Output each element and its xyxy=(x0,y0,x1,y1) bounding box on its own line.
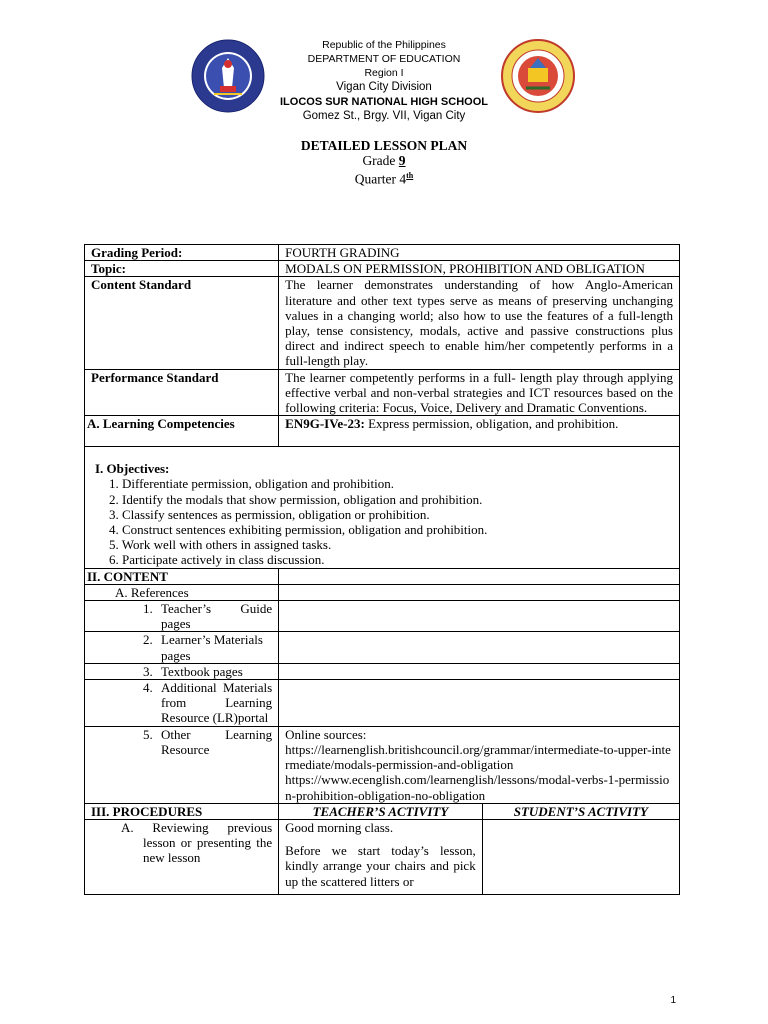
reference-number: 2. xyxy=(143,632,153,648)
performance-standard-value: The learner competently performs in a full- length play through applying effective verbal and non-verbal strategies and ICT resources based on the following criteria: Focus, Voice, Delivery and Dramatic Conventions. xyxy=(279,369,680,416)
reference-text: Teacher’s Guide pages xyxy=(161,601,273,632)
performance-standard-label: Performance Standard xyxy=(85,369,279,416)
empty-cell xyxy=(279,601,680,632)
grading-period-label: Grading Period: xyxy=(85,245,279,261)
table-row xyxy=(85,416,680,447)
student-activity-header: STUDENT’S ACTIVITY xyxy=(482,803,679,819)
header-republic: Republic of the Philippines xyxy=(322,39,446,51)
page-number: 1 xyxy=(670,995,676,1006)
teacher-activity-header: TEACHER’S ACTIVITY xyxy=(279,803,483,819)
empty-cell xyxy=(279,632,680,663)
table-row xyxy=(85,369,680,416)
learning-competencies-label: A. Learning Competencies xyxy=(85,416,279,447)
header-school-name: ILOCOS SUR NATIONAL HIGH SCHOOL xyxy=(280,96,488,108)
procedures-heading: III. PROCEDURES xyxy=(85,803,279,819)
empty-cell xyxy=(279,568,680,584)
grade-label: Grade xyxy=(362,153,399,168)
reference-item xyxy=(85,632,279,663)
reference-text: Learner’s Materials pages xyxy=(161,632,263,663)
reference-number: 5. xyxy=(143,726,153,742)
quarter-sup: th xyxy=(406,171,414,180)
topic-label: Topic: xyxy=(85,261,279,277)
objectives-heading: I. Objectives: xyxy=(95,461,170,477)
table-row xyxy=(85,584,680,600)
header-region: Region I xyxy=(364,67,404,79)
objective-item: 3. Classify sentences as permission, obligation or prohibition. xyxy=(109,506,430,522)
empty-cell xyxy=(279,680,680,727)
online-sources-cell xyxy=(279,726,680,803)
objective-item: 4. Construct sentences exhibiting permission, obligation and prohibition. xyxy=(109,522,488,538)
procedure-step-text: A. Reviewing previous lesson or presenting the new lesson xyxy=(121,819,273,866)
objective-item: 1. Differentiate permission, obligation and prohibition. xyxy=(109,476,394,492)
table-row xyxy=(85,803,680,819)
table-row xyxy=(85,726,680,803)
table-row xyxy=(85,261,680,277)
topic-value: MODALS ON PERMISSION, PROHIBITION AND OBLIGATION xyxy=(279,261,680,277)
competency-code: EN9G-IVe-23: xyxy=(285,416,365,432)
online-sources-label: Online sources: xyxy=(285,726,367,742)
header-address: Gomez St., Brgy. VII, Vigan City xyxy=(302,110,466,122)
learning-competencies-value xyxy=(279,416,680,447)
lesson-plan-table xyxy=(84,244,680,895)
table-row xyxy=(85,601,680,632)
table-row xyxy=(85,277,680,369)
empty-cell xyxy=(279,663,680,679)
empty-cell xyxy=(279,584,680,600)
document-title xyxy=(0,138,768,187)
table-row xyxy=(85,245,680,261)
school-header xyxy=(0,38,768,124)
content-heading: II. CONTENT xyxy=(85,568,279,584)
objective-item: 2. Identify the modals that show permission, obligation and prohibition. xyxy=(109,491,483,507)
table-row xyxy=(85,447,680,568)
table-row xyxy=(85,632,680,663)
reference-item xyxy=(85,601,279,632)
quarter-label: Quarter 4 xyxy=(354,171,407,187)
reference-text: Other Learning Resource xyxy=(161,726,273,757)
objective-item: 6. Participate actively in class discussion. xyxy=(109,552,325,568)
grade-value: 9 xyxy=(398,153,406,168)
procedure-step xyxy=(85,819,279,894)
table-row xyxy=(85,819,680,894)
reference-item xyxy=(85,680,279,727)
online-source-link[interactable]: https://www.ecenglish.com/learnenglish/lessons/modal-verbs-1-permission-prohibition-obligation-no-obligation xyxy=(285,772,670,803)
header-division: Vigan City Division xyxy=(336,81,432,93)
reference-number: 4. xyxy=(143,680,153,696)
table-row xyxy=(85,663,680,679)
reference-number: 1. xyxy=(143,601,153,617)
reference-number: 3. xyxy=(143,663,153,679)
online-source-link[interactable]: https://learnenglish.britishcouncil.org/grammar/intermediate-to-upper-intermediate/modals-permission-and-obligation xyxy=(285,741,671,773)
student-activity-cell xyxy=(482,819,679,894)
teacher-instruction: Before we start today’s lesson, kindly arrange your chairs and pick up the scattered litters or xyxy=(285,843,476,889)
reference-text: Textbook pages xyxy=(161,663,243,679)
competency-text: Express permission, obligation, and prohibition. xyxy=(364,416,619,432)
table-row xyxy=(85,680,680,727)
grade-line xyxy=(0,153,768,168)
content-standard-value: The learner demonstrates understanding of how Anglo-American literature and other text types serve as means of preserving unchanging values in a changing world; also how to use the features of a full-length play, tense consistency, modals, active and passive constructions plus direct and indirect speech to enable him/her competently performs in a full-length play. xyxy=(279,277,680,369)
reference-text: Additional Materials from Learning Resource (LR)portal xyxy=(161,680,273,726)
references-label: A. References xyxy=(85,584,279,600)
grading-period-value: FOURTH GRADING xyxy=(279,245,680,261)
quarter-line xyxy=(0,168,768,187)
reference-item xyxy=(85,663,279,679)
header-department: DEPARTMENT OF EDUCATION xyxy=(307,53,461,65)
objective-item: 5. Work well with others in assigned tasks. xyxy=(109,537,332,553)
teacher-activity-cell xyxy=(279,819,483,894)
table-row xyxy=(85,568,680,584)
lesson-plan-title: DETAILED LESSON PLAN xyxy=(300,138,468,153)
objectives-cell xyxy=(85,447,680,568)
reference-item xyxy=(85,726,279,803)
teacher-greeting: Good morning class. xyxy=(285,819,394,835)
content-standard-label: Content Standard xyxy=(85,277,279,369)
